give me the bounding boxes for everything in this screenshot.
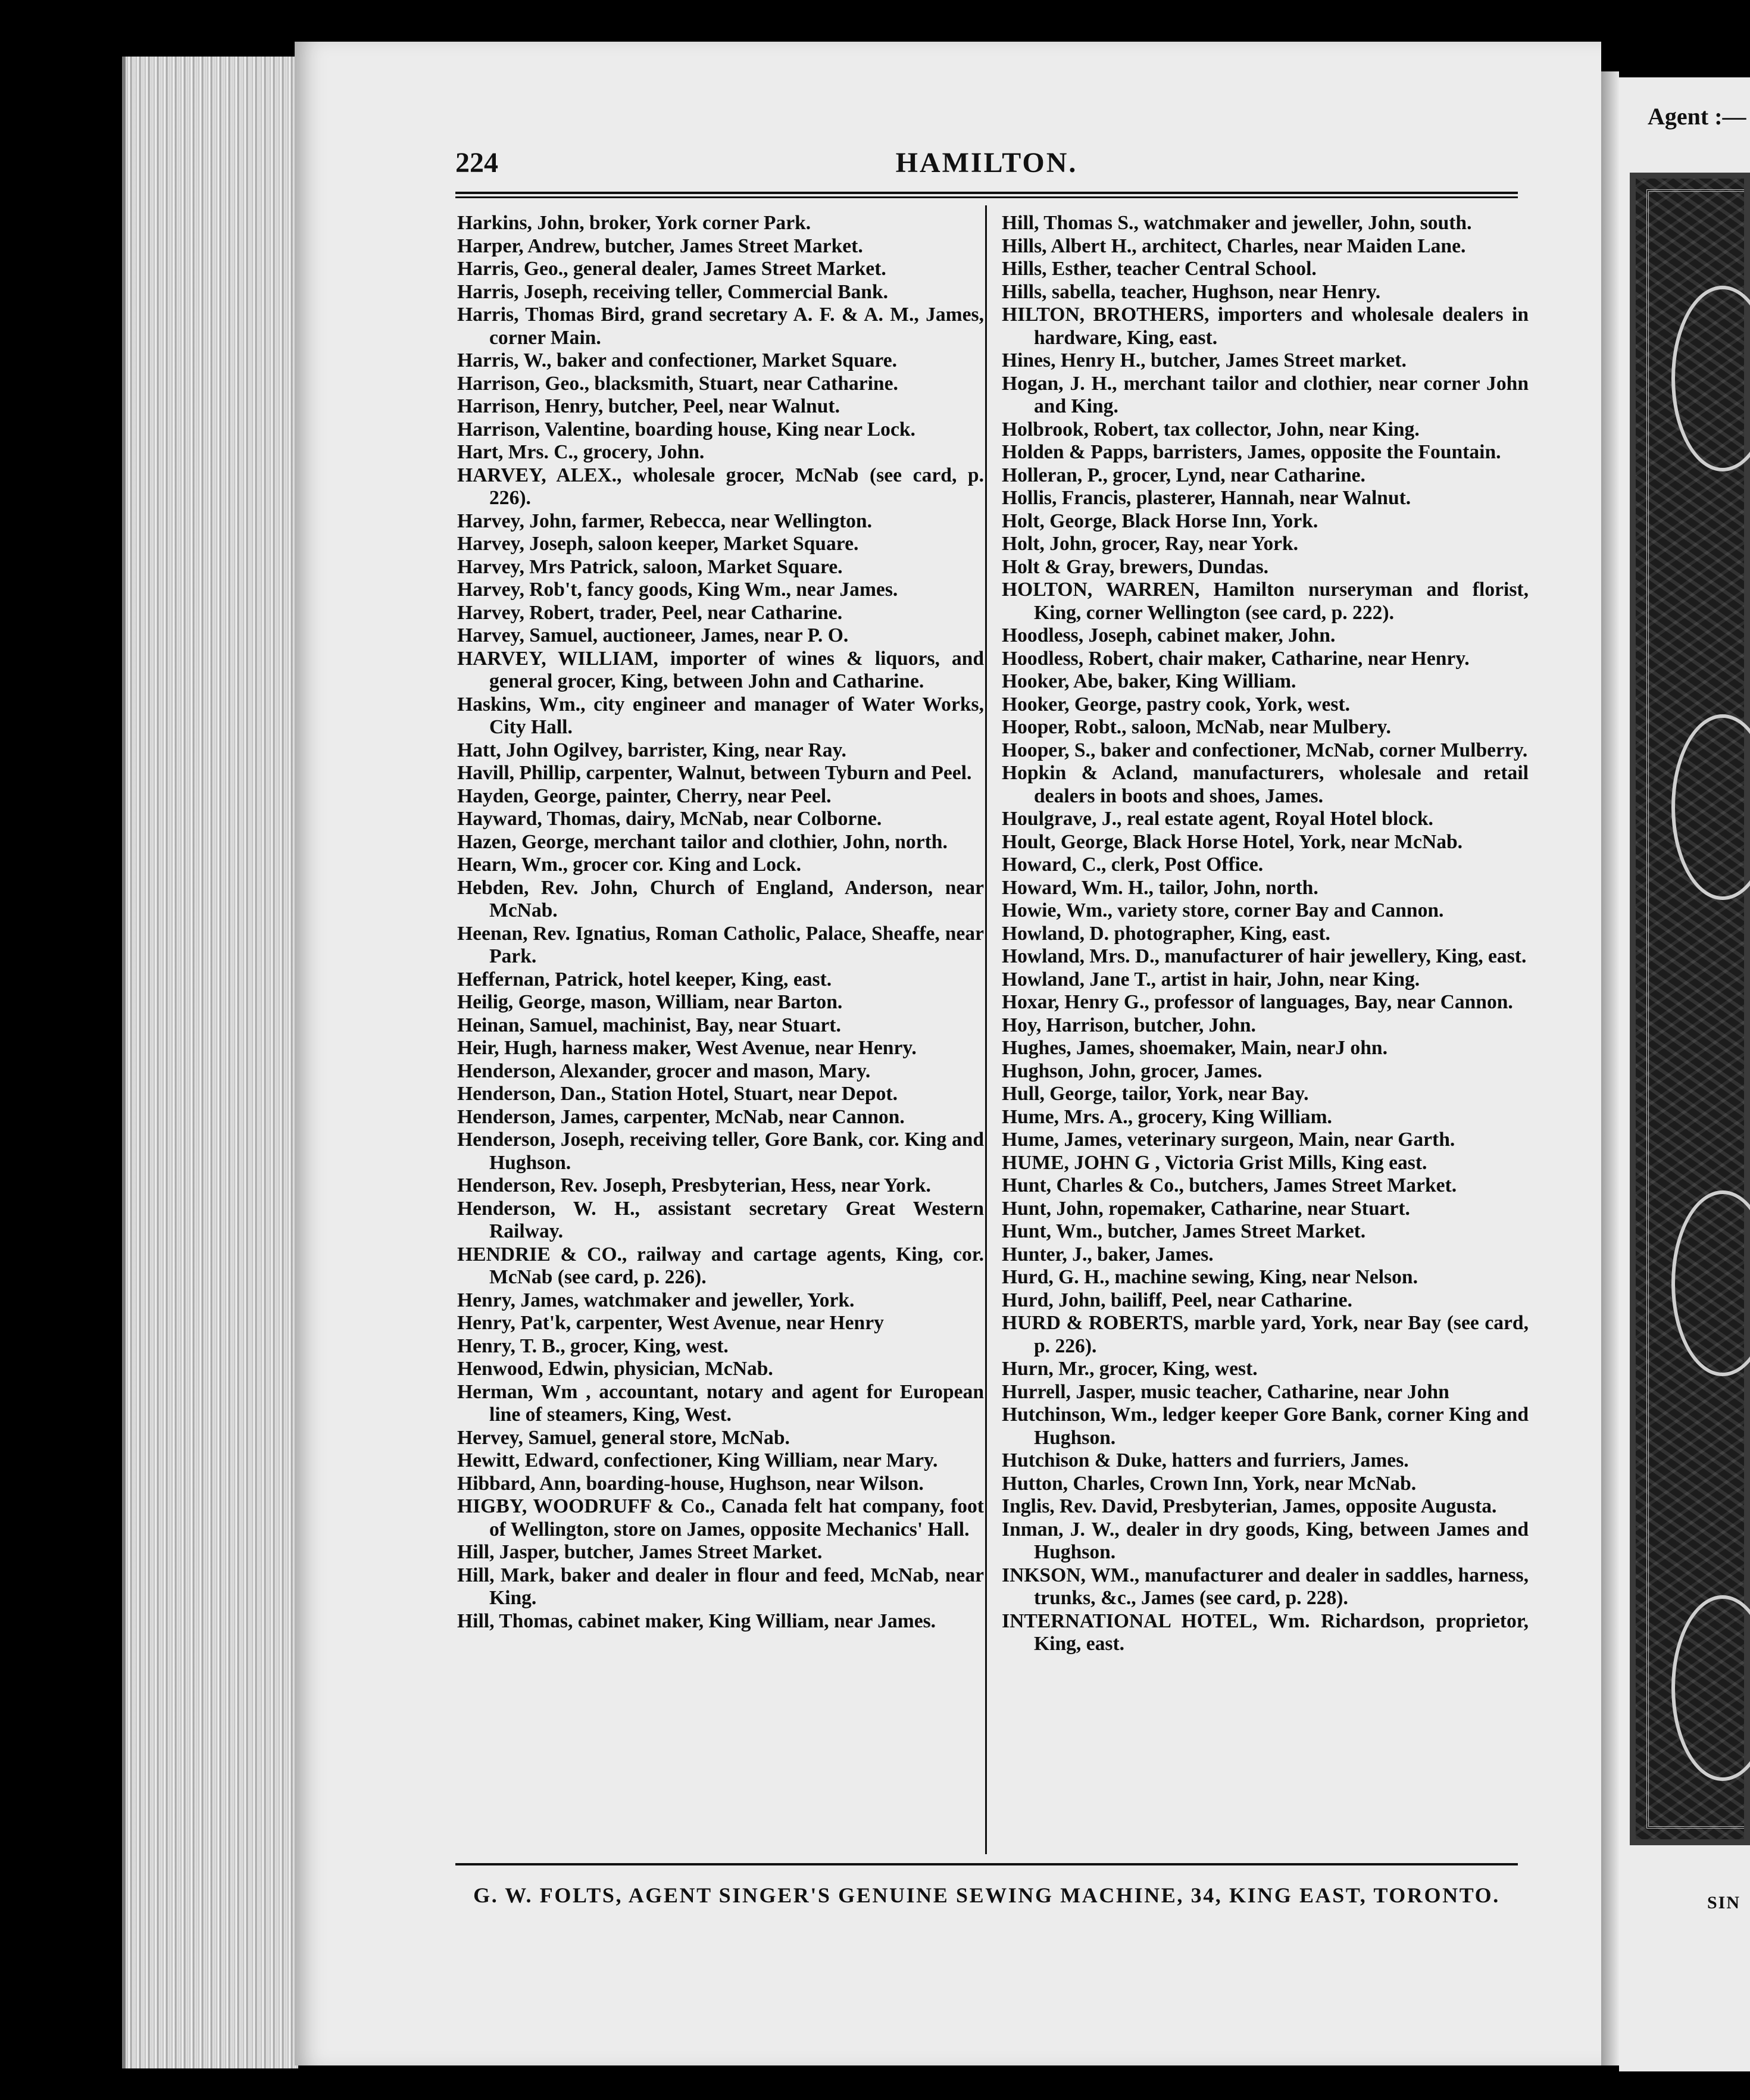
directory-entry: Howie, Wm., variety store, corner Bay and Cannon.: [1002, 899, 1444, 921]
directory-entry: Holt, John, grocer, Ray, near York.: [1002, 533, 1299, 555]
directory-entry: Hunt, Wm., butcher, James Street Market.: [1002, 1220, 1366, 1242]
directory-entry: Hazen, George, merchant tailor and clothier, John, north.: [457, 830, 948, 853]
directory-entry: Henderson, Alexander, grocer and mason, Mary.: [457, 1060, 871, 1082]
directory-entry: Howland, D. photographer, King, east.: [1002, 922, 1330, 945]
directory-entry: Hutchinson, Wm., ledger keeper Gore Bank, corner King and Hughson.: [1002, 1404, 1529, 1449]
directory-entry: Hurn, Mr., grocer, King, west.: [1002, 1358, 1258, 1380]
directory-entry: HIGBY, WOODRUFF & Co., Canada felt hat company, foot of Wellington, store on James, opposite Mechanics' Hall.: [457, 1495, 984, 1540]
directory-entry: Howard, C., clerk, Post Office.: [1002, 854, 1264, 876]
directory-entry: Harvey, Joseph, saloon keeper, Market Square.: [457, 533, 859, 555]
directory-entry: Harvey, John, farmer, Rebecca, near Wellington.: [457, 510, 872, 532]
directory-entry: Hoodless, Robert, chair maker, Catharine, near Henry.: [1002, 647, 1470, 670]
directory-entry: Hollis, Francis, plasterer, Hannah, near Walnut.: [1002, 487, 1411, 509]
directory-entry: Inman, J. W., dealer in dry goods, King, between James and Hughson.: [1002, 1518, 1529, 1563]
left-column: [457, 212, 984, 1633]
directory-entry: Henwood, Edwin, physician, McNab.: [457, 1358, 773, 1380]
directory-entry: Hills, sabella, teacher, Hughson, near Henry.: [1002, 280, 1381, 303]
directory-entry: Harvey, Samuel, auctioneer, James, near P. O.: [457, 624, 849, 646]
directory-entry: Hearn, Wm., grocer cor. King and Lock.: [457, 854, 801, 876]
directory-entry: Harrison, Geo., blacksmith, Stuart, near Catharine.: [457, 372, 898, 395]
directory-entry: Inglis, Rev. David, Presbyterian, James, opposite Augusta.: [1002, 1495, 1497, 1517]
directory-entry: Hutton, Charles, Crown Inn, York, near McNab.: [1002, 1472, 1417, 1495]
directory-entry: Hunter, J., baker, James.: [1002, 1243, 1214, 1265]
directory-entry: Howland, Mrs. D., manufacturer of hair jewellery, King, east.: [1002, 945, 1527, 967]
directory-entry: Holleran, P., grocer, Lynd, near Catharine.: [1002, 464, 1365, 486]
directory-entry: Harper, Andrew, butcher, James Street Market.: [457, 235, 863, 257]
directory-entry: Heilig, George, mason, William, near Barton.: [457, 991, 843, 1013]
directory-entry: Hewitt, Edward, confectioner, King William, near Mary.: [457, 1449, 938, 1471]
facing-page-footer: SIN: [1707, 1893, 1741, 1912]
directory-entry: Howard, Wm. H., tailor, John, north.: [1002, 876, 1318, 899]
directory-entry: Hebden, Rev. John, Church of England, Anderson, near McNab.: [457, 876, 984, 921]
directory-entry: Hurd, G. H., machine sewing, King, near Nelson.: [1002, 1266, 1418, 1288]
directory-entry: Harris, Thomas Bird, grand secretary A. F. & A. M., James, corner Main.: [457, 304, 984, 349]
directory-entry: Hills, Esther, teacher Central School.: [1002, 258, 1317, 280]
directory-entry: Harvey, Mrs Patrick, saloon, Market Square.: [457, 555, 843, 578]
directory-entry: Holbrook, Robert, tax collector, John, near King.: [1002, 418, 1420, 440]
directory-entry: Hoxar, Henry G., professor of languages, Bay, near Cannon.: [1002, 991, 1513, 1013]
page-header: [455, 146, 1518, 182]
directory-entry: Harvey, Robert, trader, Peel, near Catharine.: [457, 601, 843, 624]
footer-rule: [455, 1863, 1518, 1865]
directory-entry: Hibbard, Ann, boarding-house, Hughson, near Wilson.: [457, 1472, 924, 1495]
directory-entry: Hunt, Charles & Co., butchers, James Street Market.: [1002, 1174, 1457, 1196]
directory-entry: Haskins, Wm., city engineer and manager of Water Works, City Hall.: [457, 693, 984, 738]
directory-entry: Harris, W., baker and confectioner, Market Square.: [457, 349, 898, 371]
directory-entry: Hopkin & Acland, manufacturers, wholesale and retail dealers in boots and shoes, James.: [1002, 762, 1529, 807]
column-divider: [985, 205, 987, 1854]
directory-entry: HOLTON, WARREN, Hamilton nurseryman and florist, King, corner Wellington (see card, p. 222).: [1002, 579, 1529, 624]
directory-entry: Harrison, Valentine, boarding house, King near Lock.: [457, 418, 915, 440]
directory-entry: HARVEY, ALEX., wholesale grocer, McNab (see card, p. 226).: [457, 464, 984, 509]
directory-entry: Hunt, John, ropemaker, Catharine, near Stuart.: [1002, 1197, 1410, 1220]
directory-entry: Heinan, Samuel, machinist, Bay, near Stuart.: [457, 1014, 841, 1036]
directory-entry: Hurrell, Jasper, music teacher, Catharine, near John: [1002, 1380, 1449, 1403]
directory-entry: HILTON, BROTHERS, importers and wholesale dealers in hardware, King, east.: [1002, 304, 1529, 349]
directory-entry: Harrison, Henry, butcher, Peel, near Walnut.: [457, 395, 840, 417]
directory-entry: Hines, Henry H., butcher, James Street market.: [1002, 349, 1407, 371]
directory-entry: Hatt, John Ogilvey, barrister, King, near Ray.: [457, 739, 846, 761]
directory-entry: Holden & Papps, barristers, James, opposite the Fountain.: [1002, 441, 1501, 463]
directory-entry: Henry, Pat'k, carpenter, West Avenue, near Henry: [457, 1312, 884, 1334]
directory-entry: Harris, Joseph, receiving teller, Commercial Bank.: [457, 280, 889, 303]
directory-entry: Howland, Jane T., artist in hair, John, near King.: [1002, 968, 1420, 990]
directory-entry: Hume, Mrs. A., grocery, King William.: [1002, 1105, 1332, 1128]
directory-entry: Hill, Thomas, cabinet maker, King William, near James.: [457, 1610, 936, 1632]
directory-entry: Hayward, Thomas, dairy, McNab, near Colborne.: [457, 808, 882, 830]
directory-entry: Hughes, James, shoemaker, Main, nearJ ohn.: [1002, 1037, 1388, 1059]
directory-entry: Hurd, John, bailiff, Peel, near Catharine.: [1002, 1289, 1352, 1311]
directory-entry: Hughson, John, grocer, James.: [1002, 1060, 1262, 1082]
directory-entry: Hoodless, Joseph, cabinet maker, John.: [1002, 624, 1336, 646]
directory-entry: Hooker, George, pastry cook, York, west.: [1002, 693, 1351, 715]
directory-entry: Henderson, Dan., Station Hotel, Stuart, near Depot.: [457, 1083, 898, 1105]
directory-entry: Holt, George, Black Horse Inn, York.: [1002, 510, 1318, 532]
directory-entry: Heffernan, Patrick, hotel keeper, King, east.: [457, 968, 832, 990]
directory-entry: Hume, James, veterinary surgeon, Main, near Garth.: [1002, 1129, 1455, 1151]
directory-entry: HENDRIE & CO., railway and cartage agents, King, cor. McNab (see card, p. 226).: [457, 1243, 984, 1288]
directory-entry: HARVEY, WILLIAM, importer of wines & liquors, and general grocer, King, between John and Catharine.: [457, 647, 984, 692]
directory-entry: Harkins, John, broker, York corner Park.: [457, 212, 811, 234]
directory-entry: Hooper, S., baker and confectioner, McNab, corner Mulberry.: [1002, 739, 1528, 761]
directory-entry: Hart, Mrs. C., grocery, John.: [457, 441, 705, 463]
directory-entry: Havill, Phillip, carpenter, Walnut, between Tyburn and Peel.: [457, 762, 972, 784]
directory-entry: Hooper, Robt., saloon, McNab, near Mulbery.: [1002, 716, 1391, 738]
directory-entry: Hogan, J. H., merchant tailor and clothier, near corner John and King.: [1002, 372, 1529, 417]
right-column: [1002, 212, 1529, 1656]
facing-page-header: Agent :—: [1648, 103, 1746, 130]
directory-entry: HURD & ROBERTS, marble yard, York, near Bay (see card, p. 226).: [1002, 1312, 1529, 1357]
directory-entry: Henry, T. B., grocer, King, west.: [457, 1335, 729, 1357]
directory-entry: Henderson, Joseph, receiving teller, Gore Bank, cor. King and Hughson.: [457, 1129, 984, 1174]
directory-entry: HUME, JOHN G , Victoria Grist Mills, King east.: [1002, 1151, 1427, 1174]
directory-entry: Henderson, James, carpenter, McNab, near Cannon.: [457, 1105, 905, 1128]
directory-entry: Heenan, Rev. Ignatius, Roman Catholic, Palace, Sheaffe, near Park.: [457, 922, 984, 967]
directory-entry: Hill, Mark, baker and dealer in flour and feed, McNab, near King.: [457, 1564, 984, 1609]
directory-entry: INKSON, WM., manufacturer and dealer in saddles, harness, trunks, &c., James (see card, p. 228).: [1002, 1564, 1529, 1609]
directory-entry: Henry, James, watchmaker and jeweller, York.: [457, 1289, 855, 1311]
directory-entry: Hull, George, tailor, York, near Bay.: [1002, 1083, 1309, 1105]
gutter-shadow: [1601, 71, 1619, 2065]
directory-entry: Hill, Thomas S., watchmaker and jeweller, John, south.: [1002, 212, 1472, 234]
directory-entry: Houlgrave, J., real estate agent, Royal Hotel block.: [1002, 808, 1433, 830]
directory-entry: Hooker, Abe, baker, King William.: [1002, 670, 1296, 692]
directory-entry: Hutchison & Duke, hatters and furriers, James.: [1002, 1449, 1409, 1471]
directory-entry: Hoult, George, Black Horse Hotel, York, near McNab.: [1002, 830, 1463, 853]
directory-entry: Heir, Hugh, harness maker, West Avenue, near Henry.: [457, 1037, 917, 1059]
directory-entry: Herman, Wm , accountant, notary and agent for European line of steamers, King, West.: [457, 1380, 984, 1426]
directory-entry: INTERNATIONAL HOTEL, Wm. Richardson, proprietor, King, east.: [1002, 1610, 1529, 1655]
header-rule: [455, 192, 1518, 194]
header-rule-thin: [455, 196, 1518, 198]
directory-entry: Henderson, Rev. Joseph, Presbyterian, Hess, near York.: [457, 1174, 931, 1196]
directory-entry: Hill, Jasper, butcher, James Street Market.: [457, 1541, 823, 1563]
running-title: HAMILTON.: [895, 147, 1078, 179]
directory-entry: Hills, Albert H., architect, Charles, near Maiden Lane.: [1002, 235, 1466, 257]
directory-entry: Hervey, Samuel, general store, McNab.: [457, 1426, 790, 1449]
decorative-border-panel: [1630, 173, 1750, 1845]
directory-entry: Harris, Geo., general dealer, James Street Market.: [457, 258, 886, 280]
directory-entry: Henderson, W. H., assistant secretary Great Western Railway.: [457, 1197, 984, 1242]
page-edge-stack: [122, 57, 298, 2068]
directory-entry: Harvey, Rob't, fancy goods, King Wm., near James.: [457, 579, 898, 601]
directory-entry: Hayden, George, painter, Cherry, near Peel.: [457, 785, 832, 807]
directory-entry: Hoy, Harrison, butcher, John.: [1002, 1014, 1256, 1036]
page-number: 224: [455, 147, 498, 179]
directory-entry: Holt & Gray, brewers, Dundas.: [1002, 555, 1269, 578]
advertisement-footer: G. W. FOLTS, AGENT SINGER'S GENUINE SEWING MACHINE, 34, KING EAST, TORONTO.: [473, 1883, 1500, 1907]
